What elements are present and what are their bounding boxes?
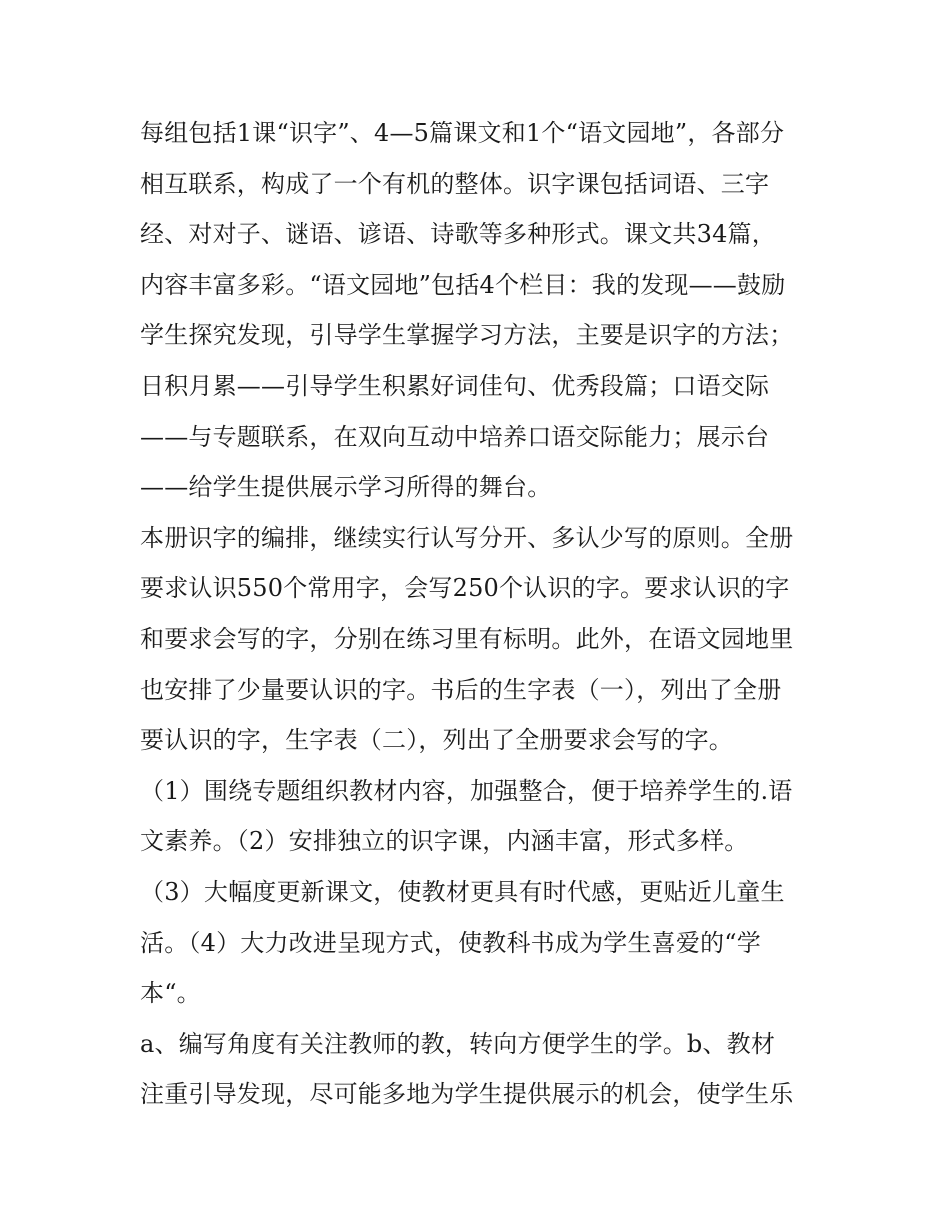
text-line: 每组包括1课“识字”、4—5篇课文和1个“语文园地”，各部分: [140, 119, 785, 147]
text-line: 和要求会写的字，分别在练习里有标明。此外，在语文园地里: [140, 624, 794, 653]
text-line: 要求认识550个常用字，会写250个认识的字。要求认识的字: [140, 574, 790, 603]
text-line: 相互联系，构成了一个有机的整体。识字课包括词语、三字: [140, 169, 770, 198]
text-line: a、编写角度有关注教师的教，转向方便学生的学。b、教材: [140, 1029, 776, 1058]
text-line: ——给学生提供展示学习所得的舞台。: [140, 473, 552, 502]
text-line: 本“。: [140, 979, 201, 1008]
document-body: [140, 108, 820, 1120]
text-line: 本册识字的编排，继续实行认写分开、多认少写的原则。全册: [140, 523, 794, 552]
text-line: 日积月累——引导学生积累好词佳句、优秀段篇；口语交际: [140, 371, 770, 400]
text-line: 文素养。（2）安排独立的识字课，内涵丰富，形式多样。: [140, 827, 749, 856]
text-line: （3）大幅度更新课文，使教材更具有时代感，更贴近儿童生: [140, 877, 785, 906]
text-line: 也安排了少量要认识的字。书后的生字表（一），列出了全册: [140, 675, 782, 704]
text-line: 经、对对子、谜语、谚语、诗歌等多种形式。课文共34篇，: [140, 220, 776, 249]
text-line: 要认识的字，生字表（二），列出了全册要求会写的字。: [140, 726, 733, 755]
text-line: 注重引导发现，尽可能多地为学生提供展示的机会，使学生乐: [140, 1080, 794, 1109]
text-line: 内容丰富多彩。“语文园地”包括4个栏目：我的发现——鼓励: [140, 270, 786, 299]
text-line: 学生探究发现，引导学生掌握学习方法，主要是识字的方法；: [140, 321, 794, 350]
text-line: 活。（4）大力改进呈现方式，使教科书成为学生喜爱的“学: [140, 928, 761, 957]
text-line: ——与专题联系，在双向互动中培养口语交际能力；展示台: [140, 422, 770, 451]
text-line: （1）围绕专题组织教材内容，加强整合，便于培养学生的.语: [140, 776, 793, 805]
